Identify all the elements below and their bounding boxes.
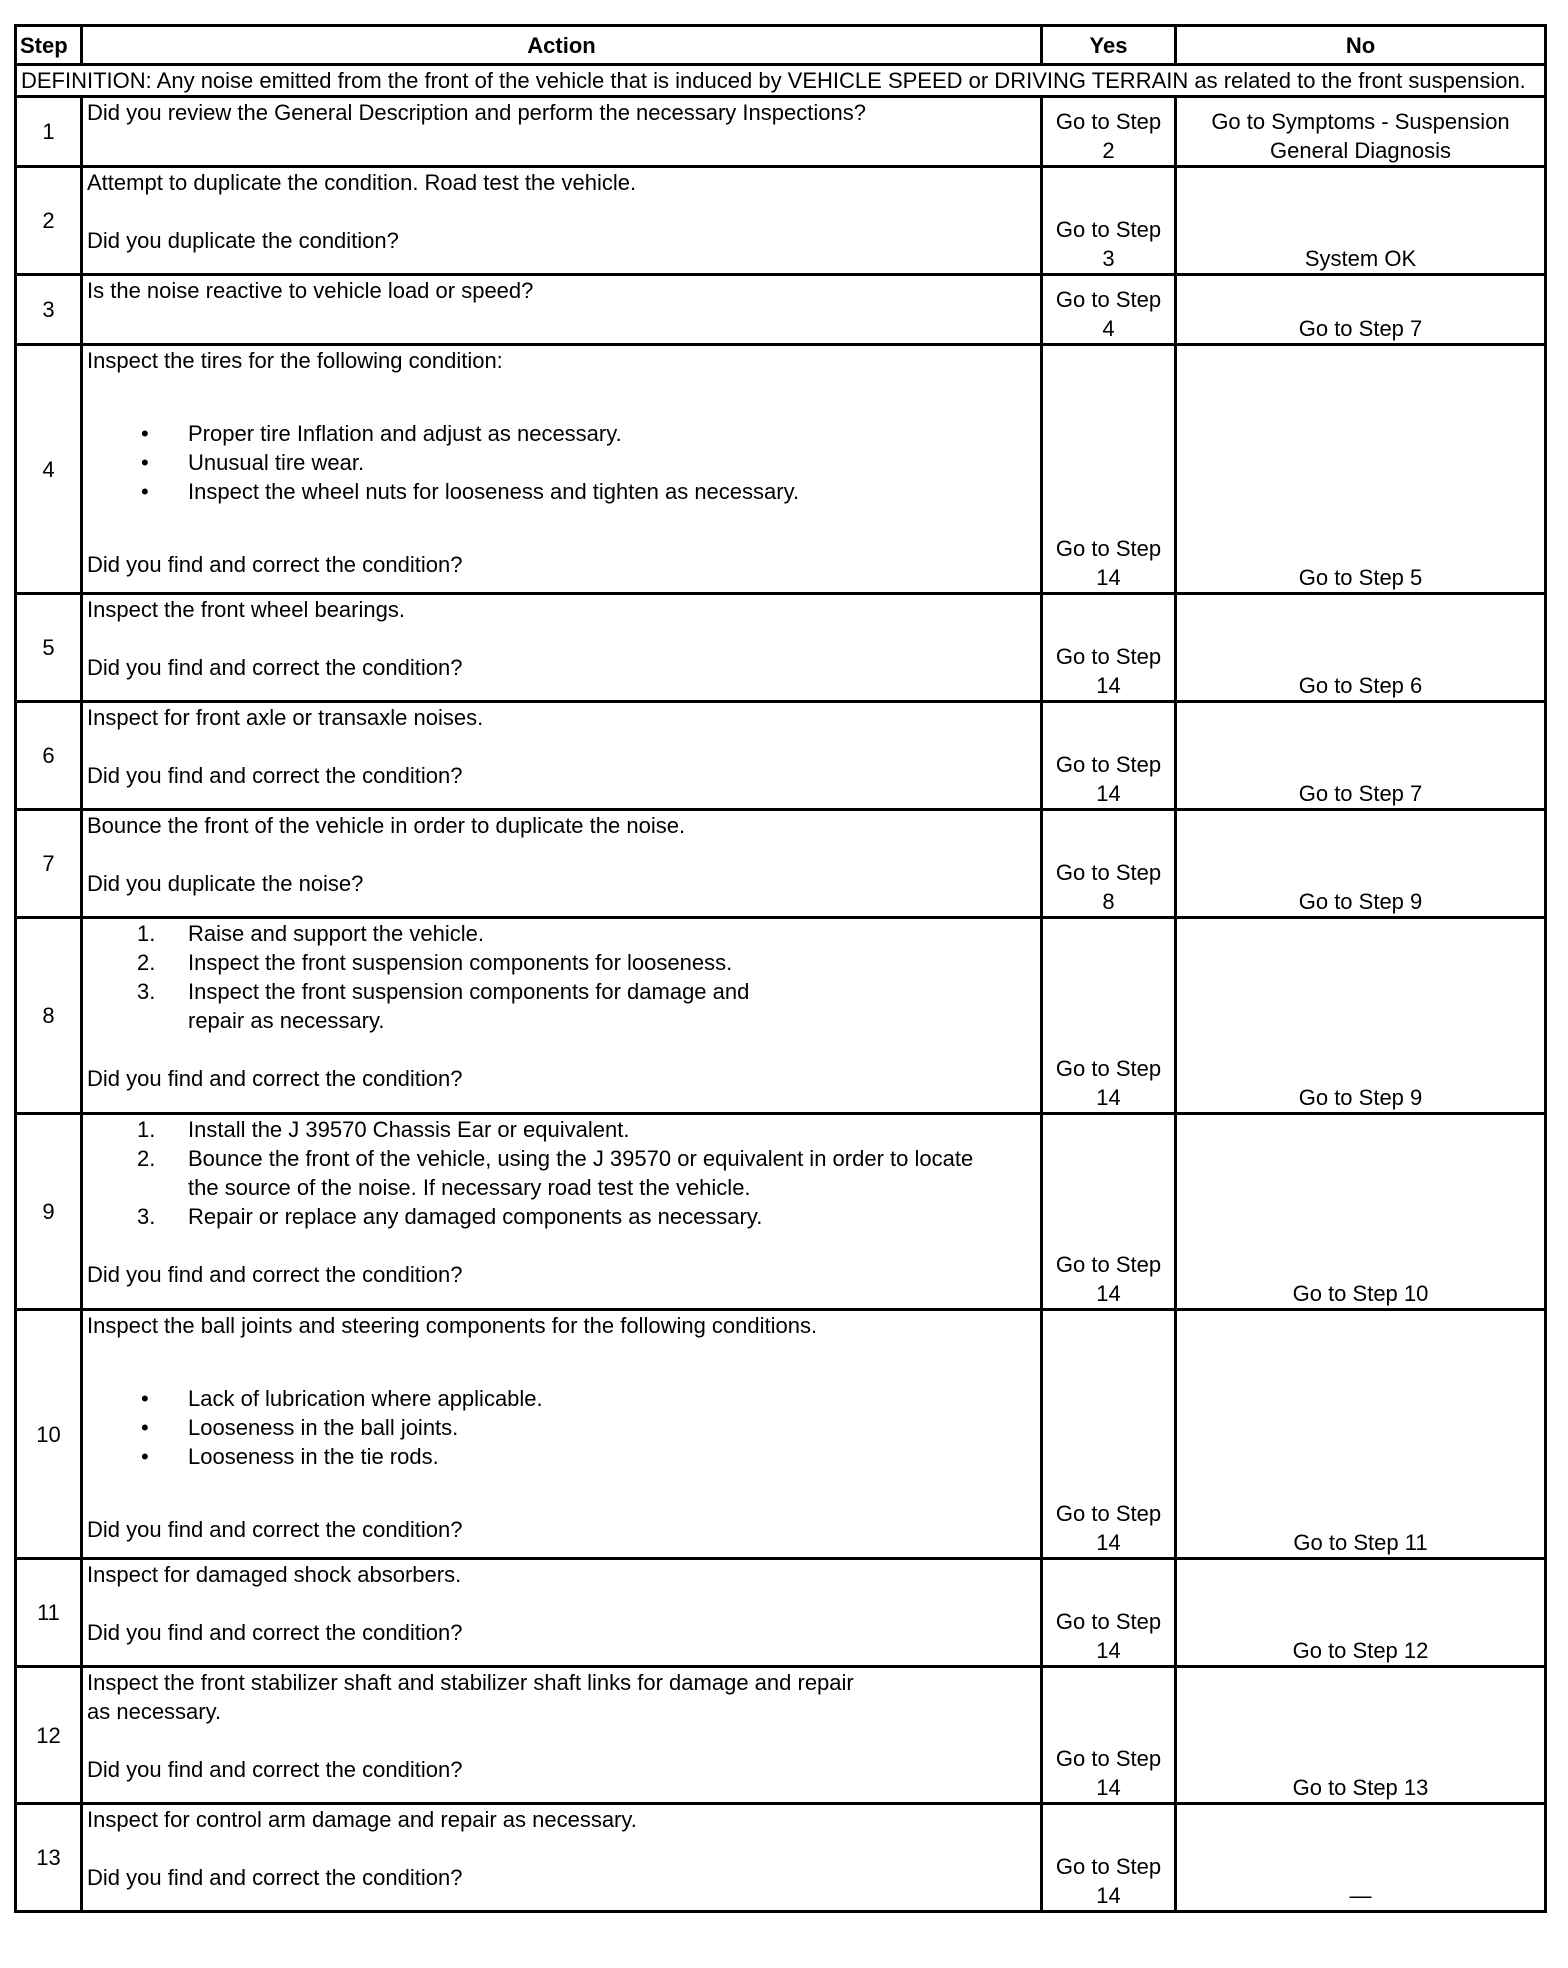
yes-cell (1042, 345, 1176, 594)
yes-step: 14 (1096, 1775, 1121, 1800)
item-text: Inspect the front suspension components for looseness. (188, 950, 733, 975)
yes-label: Go to Step (1055, 1746, 1162, 1771)
action-intro: Inspect the ball joints and steering components for the following conditions. (87, 1313, 818, 1338)
action-cell (82, 918, 1042, 1114)
yes-step: 4 (1102, 316, 1115, 341)
header-step: Step (16, 26, 82, 65)
no-cell: Go to Step 5 (1176, 345, 1546, 594)
yes-cell (1042, 594, 1176, 702)
step-number: 6 (16, 702, 82, 810)
question-text: Did you find and correct the condition? (87, 1865, 463, 1890)
yes-step: 14 (1096, 1281, 1121, 1306)
item-text: Repair or replace any damaged components as necessary. (188, 1204, 763, 1229)
table-row (16, 594, 1546, 702)
list-item: • Unusual tire wear. (87, 448, 1036, 477)
yes-label: Go to Step (1055, 536, 1162, 561)
definition-text: DEFINITION: Any noise emitted from the front of the vehicle that is induced by VEHICLE SPEED or DRIVING TERRAIN as related to the front suspension. (16, 65, 1546, 97)
no-cell: System OK (1176, 167, 1546, 275)
table-row (16, 167, 1546, 275)
yes-cell (1042, 810, 1176, 918)
numbered-list (87, 919, 1036, 1035)
action-intro: Inspect the front stabilizer shaft and stabilizer shaft links for damage and repair as necessary. (87, 1670, 854, 1724)
action-cell (82, 1559, 1042, 1667)
no-cell: Go to Step 10 (1176, 1114, 1546, 1310)
action-intro: Inspect for control arm damage and repair as necessary. (87, 1807, 637, 1832)
no-cell: Go to Step 11 (1176, 1310, 1546, 1559)
list-item: • Looseness in the tie rods. (87, 1442, 1036, 1471)
no-cell: Go to Step 9 (1176, 918, 1546, 1114)
list-item: • Lack of lubrication where applicable. (87, 1384, 1036, 1413)
yes-cell (1042, 1667, 1176, 1804)
action-cell (82, 275, 1042, 345)
action-cell (82, 810, 1042, 918)
table-row (16, 918, 1546, 1114)
list-item (87, 1202, 1036, 1231)
list-item: • Looseness in the ball joints. (87, 1413, 1036, 1442)
yes-step: 14 (1096, 1638, 1121, 1663)
action-intro: Inspect the front wheel bearings. (87, 597, 405, 622)
question-text: Did you find and correct the condition? (87, 1517, 463, 1542)
question-text: Did you find and correct the condition? (87, 1620, 463, 1645)
table-row (16, 275, 1546, 345)
yes-step: 3 (1102, 246, 1115, 271)
no-cell (1176, 97, 1546, 167)
table-row (16, 1114, 1546, 1310)
no-cell: — (1176, 1804, 1546, 1912)
no-label-line2: General Diagnosis (1270, 138, 1451, 163)
question-text: Did you find and correct the condition? (87, 763, 463, 788)
no-cell: Go to Step 6 (1176, 594, 1546, 702)
yes-step: 14 (1096, 565, 1121, 590)
item-number: 1. (137, 921, 156, 946)
definition-row (16, 65, 1546, 97)
question-text: Did you find and correct the condition? (87, 655, 463, 680)
item-text: Inspect the front suspension components for damage and repair as necessary. (188, 979, 750, 1033)
yes-label: Go to Step (1055, 1056, 1162, 1081)
question-text: Is the noise reactive to vehicle load or speed? (87, 278, 534, 303)
yes-step: 2 (1102, 138, 1115, 163)
yes-label: Go to Step (1055, 644, 1162, 669)
action-cell (82, 97, 1042, 167)
item-text: Raise and support the vehicle. (188, 921, 484, 946)
list-item: • Proper tire Inflation and adjust as necessary. (87, 419, 1036, 448)
question-text: Did you duplicate the condition? (87, 228, 399, 253)
action-intro: Inspect for damaged shock absorbers. (87, 1562, 462, 1587)
step-number: 4 (16, 345, 82, 594)
step-number: 2 (16, 167, 82, 275)
action-intro: Inspect the tires for the following condition: (87, 348, 503, 373)
action-cell (82, 702, 1042, 810)
header-yes: Yes (1042, 26, 1176, 65)
list-item (87, 919, 1036, 948)
yes-label: Go to Step (1055, 1854, 1162, 1879)
step-number: 3 (16, 275, 82, 345)
question-text: Did you duplicate the noise? (87, 871, 364, 896)
action-cell (82, 1804, 1042, 1912)
yes-step: 14 (1096, 781, 1121, 806)
yes-label: Go to Step (1055, 1609, 1162, 1634)
no-cell: Go to Step 13 (1176, 1667, 1546, 1804)
list-item (87, 1115, 1036, 1144)
question-text: Did you find and correct the condition? (87, 552, 463, 577)
step-number: 8 (16, 918, 82, 1114)
step-number: 11 (16, 1559, 82, 1667)
table-row (16, 1310, 1546, 1559)
yes-label: Go to Step (1055, 860, 1162, 885)
yes-cell (1042, 1804, 1176, 1912)
item-number: 1. (137, 1117, 156, 1142)
action-cell (82, 594, 1042, 702)
action-intro: Bounce the front of the vehicle in order to duplicate the noise. (87, 813, 686, 838)
action-cell (82, 167, 1042, 275)
item-number: 3. (137, 979, 156, 1004)
table-row (16, 702, 1546, 810)
yes-label: Go to Step (1055, 217, 1162, 242)
yes-cell (1042, 1310, 1176, 1559)
header-no: No (1176, 26, 1546, 65)
step-number: 9 (16, 1114, 82, 1310)
step-number: 13 (16, 1804, 82, 1912)
yes-step: 14 (1096, 673, 1121, 698)
no-cell: Go to Step 7 (1176, 275, 1546, 345)
question-text: Did you find and correct the condition? (87, 1066, 463, 1091)
bullet-list (87, 419, 1036, 506)
yes-cell (1042, 1114, 1176, 1310)
diagnostic-table (14, 24, 1547, 1913)
action-cell (82, 1310, 1042, 1559)
action-cell (82, 1667, 1042, 1804)
table-row (16, 345, 1546, 594)
item-number: 2. (137, 1146, 156, 1171)
no-cell: Go to Step 12 (1176, 1559, 1546, 1667)
numbered-list (87, 1115, 1036, 1231)
step-number: 7 (16, 810, 82, 918)
table-row (16, 1667, 1546, 1804)
step-number: 1 (16, 97, 82, 167)
yes-cell (1042, 97, 1176, 167)
yes-step: 14 (1096, 1883, 1121, 1908)
item-number: 2. (137, 950, 156, 975)
yes-label: Go to Step (1055, 287, 1162, 312)
question-text: Did you find and correct the condition? (87, 1757, 463, 1782)
item-text: Install the J 39570 Chassis Ear or equivalent. (188, 1117, 630, 1142)
yes-step: 8 (1102, 889, 1115, 914)
yes-cell (1042, 918, 1176, 1114)
yes-step: 14 (1096, 1085, 1121, 1110)
action-cell (82, 1114, 1042, 1310)
list-item (87, 948, 1036, 977)
yes-label: Go to Step (1055, 752, 1162, 777)
question-text: Did you review the General Description and perform the necessary Inspections? (87, 100, 866, 125)
step-number: 10 (16, 1310, 82, 1559)
yes-cell (1042, 275, 1176, 345)
table-row (16, 810, 1546, 918)
item-text: Bounce the front of the vehicle, using the J 39570 or equivalent in order to locate the source of the noise. If necessary road test the vehicle. (188, 1146, 974, 1200)
action-intro: Attempt to duplicate the condition. Road test the vehicle. (87, 170, 637, 195)
table-row (16, 97, 1546, 167)
list-item (87, 977, 1036, 1035)
item-number: 3. (137, 1204, 156, 1229)
step-number: 5 (16, 594, 82, 702)
yes-step: 14 (1096, 1530, 1121, 1555)
header-action: Action (82, 26, 1042, 65)
action-cell (82, 345, 1042, 594)
yes-label: Go to Step (1055, 109, 1162, 134)
yes-cell (1042, 1559, 1176, 1667)
yes-cell (1042, 702, 1176, 810)
yes-label: Go to Step (1055, 1252, 1162, 1277)
table-row (16, 1559, 1546, 1667)
list-item (87, 1144, 1036, 1202)
step-number: 12 (16, 1667, 82, 1804)
question-text: Did you find and correct the condition? (87, 1262, 463, 1287)
table-row (16, 1804, 1546, 1912)
yes-label: Go to Step (1055, 1501, 1162, 1526)
no-cell: Go to Step 7 (1176, 702, 1546, 810)
yes-cell (1042, 167, 1176, 275)
no-cell: Go to Step 9 (1176, 810, 1546, 918)
action-intro: Inspect for front axle or transaxle noises. (87, 705, 484, 730)
no-label: Go to Symptoms - Suspension (1211, 109, 1510, 134)
list-item: • Inspect the wheel nuts for looseness and tighten as necessary. (87, 477, 1036, 506)
header-row (16, 26, 1546, 65)
bullet-list (87, 1384, 1036, 1471)
